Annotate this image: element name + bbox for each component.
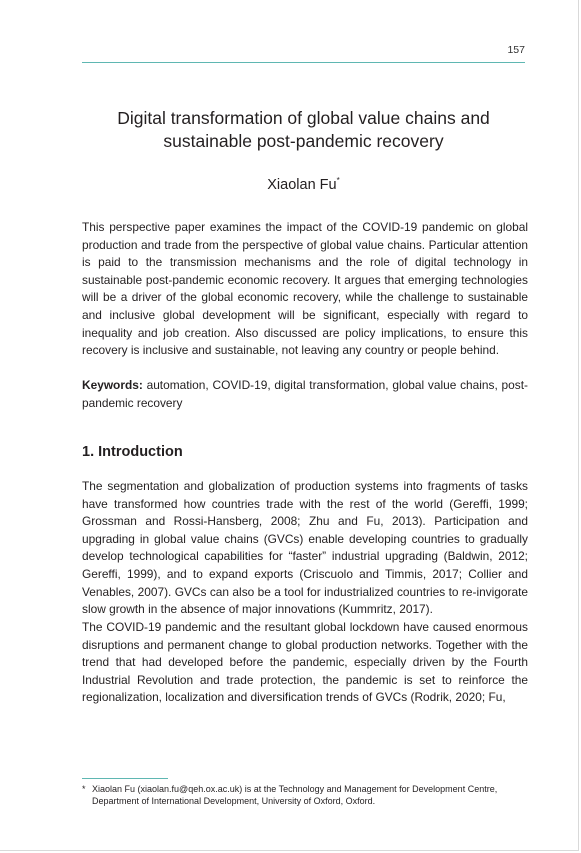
- author-footnote-mark: *: [336, 176, 340, 185]
- title-line-2: sustainable post-pandemic recovery: [163, 131, 444, 151]
- author-name: [82, 176, 525, 193]
- abstract: This perspective paper examines the impact of the COVID-19 pandemic on global production and trade from the perspective of global value chains. Particular attention is paid to the transmission mechanisms and the role of digital technology in sustainable post-pandemic economic recovery. It argues that emerging technologies will be a driver of the global economic recovery, while the challenge to sustainable and inclusive global development will be significant, especially with regard to inequality and job creation. Also discussed are policy implications, to ensure this recovery is inclusive and sustainable, not leaving any country or people behind.: [82, 220, 528, 358]
- footnote-mark: *: [82, 784, 86, 794]
- author-text: Xiaolan Fu: [267, 177, 337, 193]
- keywords-list: automation, COVID-19, digital transformation, global value chains, post-pandemic recovery: [82, 378, 528, 410]
- keywords: [82, 377, 528, 412]
- footnote-line-2: Department of International Development, University of Oxford, Oxford.: [92, 796, 376, 806]
- title-line-1: Digital transformation of global value chains and: [117, 108, 490, 128]
- paragraph-1: The segmentation and globalization of production systems into fragments of tasks have transformed how countries trade with the rest of the world (Gereffi, 1999; Grossman and Rossi-Hansberg, 2008; Zhu and Fu, 2013). Participation and upgrading in global value chains (GVCs) enable developing countries to gradually develop technological capabilities for “faster” industrial upgrading (Baldwin, 2012; Gereffi, 1999), and to expand exports (Criscuolo and Timmis, 2017; Collier and Venables, 2007). GVCs can also be a tool for industrialized countries to re-invigorate slow growth in the absence of major innovations (Kummritz, 2017).: [82, 479, 528, 617]
- paragraph-2: The COVID-19 pandemic and the resultant global lockdown have caused enormous disruptions and permanent change to global production networks. Together with the trend that had developed before the pandemic, especially driven by the Fourth Industrial Revolution and trade protection, the pandemic is set to reinforce the regionalization, localization and diversification trends of GVCs (Rodrik, 2020; Fu,: [82, 620, 528, 705]
- footnote: [82, 783, 528, 807]
- header-rule: [82, 62, 525, 63]
- section-heading: 1. Introduction: [82, 444, 183, 460]
- paper-title: [82, 107, 525, 153]
- page-number: 157: [507, 44, 525, 56]
- footnote-rule: [82, 778, 168, 779]
- footnote-line-1: Xiaolan Fu (xiaolan.fu@qeh.ox.ac.uk) is at the Technology and Management for Development Centre,: [92, 784, 498, 794]
- keywords-label: Keywords:: [82, 378, 143, 392]
